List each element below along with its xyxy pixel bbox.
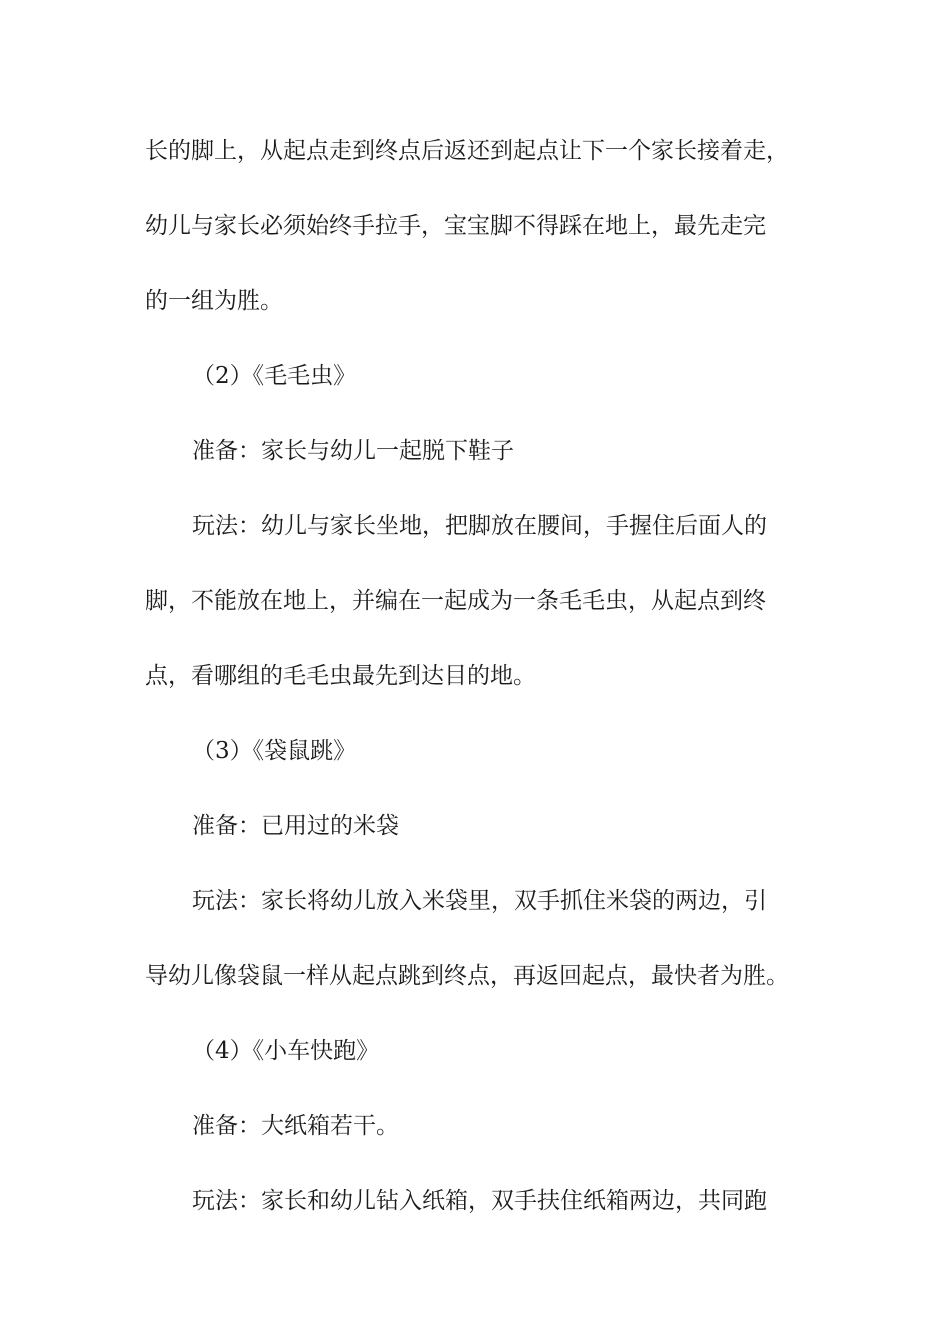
text-line: 玩法：幼儿与家长坐地，把脚放在腰间，手握住后面人的 xyxy=(192,513,767,539)
text-line: 点，看哪组的毛毛虫最先到达目的地。 xyxy=(145,663,536,689)
section-heading: （3）《袋鼠跳》 xyxy=(192,738,357,764)
text-line: 脚，不能放在地上，并编在一起成为一条毛毛虫，从起点到终 xyxy=(145,588,766,614)
text-line: 的一组为胜。 xyxy=(145,288,283,314)
text-line: 玩法：家长和幼儿钻入纸箱，双手扶住纸箱两边，共同跑 xyxy=(192,1188,767,1214)
text-line: 导幼儿像袋鼠一样从起点跳到终点，再返回起点，最快者为胜。 xyxy=(145,963,789,989)
text-line: 长的脚上，从起点走到终点后返还到起点让下一个家长接着走， xyxy=(145,138,789,164)
text-line: 玩法：家长将幼儿放入米袋里，双手抓住米袋的两边，引 xyxy=(192,888,767,914)
text-line: 准备：已用过的米袋 xyxy=(192,813,399,839)
section-heading: （2）《毛毛虫》 xyxy=(192,363,357,389)
section-heading: （4）《小车快跑》 xyxy=(192,1038,380,1064)
text-line: 幼儿与家长必须始终手拉手，宝宝脚不得踩在地上，最先走完 xyxy=(145,213,766,239)
text-line: 准备：家长与幼儿一起脱下鞋子 xyxy=(192,438,514,464)
text-line: 准备：大纸箱若干。 xyxy=(192,1113,399,1139)
